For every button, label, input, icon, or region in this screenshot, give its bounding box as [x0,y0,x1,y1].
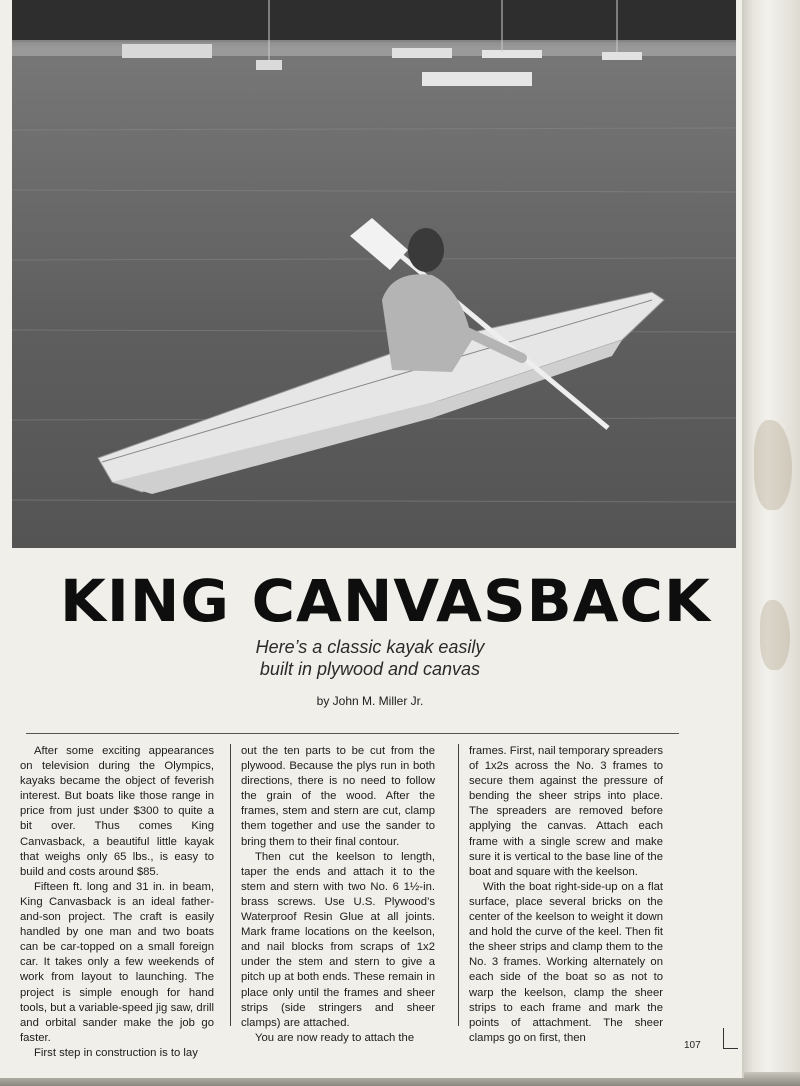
column-1 [20,744,214,1061]
paragraph: frames. First, nail temporary spreaders of 1x2s across the No. 3 frames to secure them against the pressure of bending the sheer strips into place. The spreaders are removed before applying the canvas. Attach each frame with a single screw and make sure it is vertical to the base line of the boat and square with the keelson. [469,745,663,878]
kayak-photo [12,0,736,548]
paragraph: First step in construction is to lay [34,1046,198,1059]
paragraph: out the ten parts to be cut from the plywood. Because the plys run in both directions, there is no need to follow the grain of the wood. After the frames, stem and stern are cut, clamp them together and use the sander to bring them to their final contour. [241,745,435,848]
paragraph: With the boat right-side-up on a flat surface, place several bricks on the center of the keelson to weight it down and hold the curve of the keel. Then fit the sheer strips and clamp them to the No. 3 frames. Working alternately on each side of the boat so as not to warp the keelson, clamp the sheer strips to each frame and mark the points of attachment. The sheer clamps go on first, then [469,880,663,1044]
stain [754,420,792,510]
paragraph: Fifteen ft. long and 31 in. in beam, King Canvasback is an ideal father-and-son project. The craft is easily handled by one man and two boats can be car-topped on a small foreign car. It takes only a few weekends of work from layout to launching. The project is simple enough for hand tools, but a variable-speed jig saw, drill and orbital sander make the job go faster. [20,880,214,1044]
stain [760,600,790,670]
column-divider [230,744,231,1026]
article-subtitle [170,636,570,680]
column-3 [469,744,663,1046]
page-number: 107 [684,1040,701,1051]
article-title: KING CANVASBACK [60,567,711,635]
column-2 [241,744,435,1046]
paragraph: You are now ready to attach the [255,1031,415,1044]
section-rule [26,733,679,734]
folio-corner-mark [723,1028,738,1049]
byline: by John M. Miller Jr. [316,694,424,708]
kayak-photo-illustration [12,0,736,548]
page-edge [742,0,800,1086]
paragraph: Then cut the keelson to length, taper the ends and attach it to the stem and stern with two No. 6 1½-in. brass screws. Use U.S. Plywood’s Waterproof Resin Glue at all joints. Mark frame locations on the keelson, and nail blocks from scraps of 1x2 under the stem and stern to give a pitch up at both ends. These remain in place only until the frames and sheer strips (side stringers and sheer clamps) are attached. [241,850,435,1029]
subtitle-line: Here’s a classic kayak easily [255,637,485,657]
column-divider [458,744,459,1026]
subtitle-line: built in plywood and canvas [259,659,481,679]
paragraph: After some exciting appearances on television during the Olympics, kayaks became the object of feverish interest. But boats like those range in price from just under $300 to quite a bit over. Thus comes King Canvasback, a beautiful little kayak that weighs only 65 lbs., is easy to build and costs around $85. [20,745,214,878]
